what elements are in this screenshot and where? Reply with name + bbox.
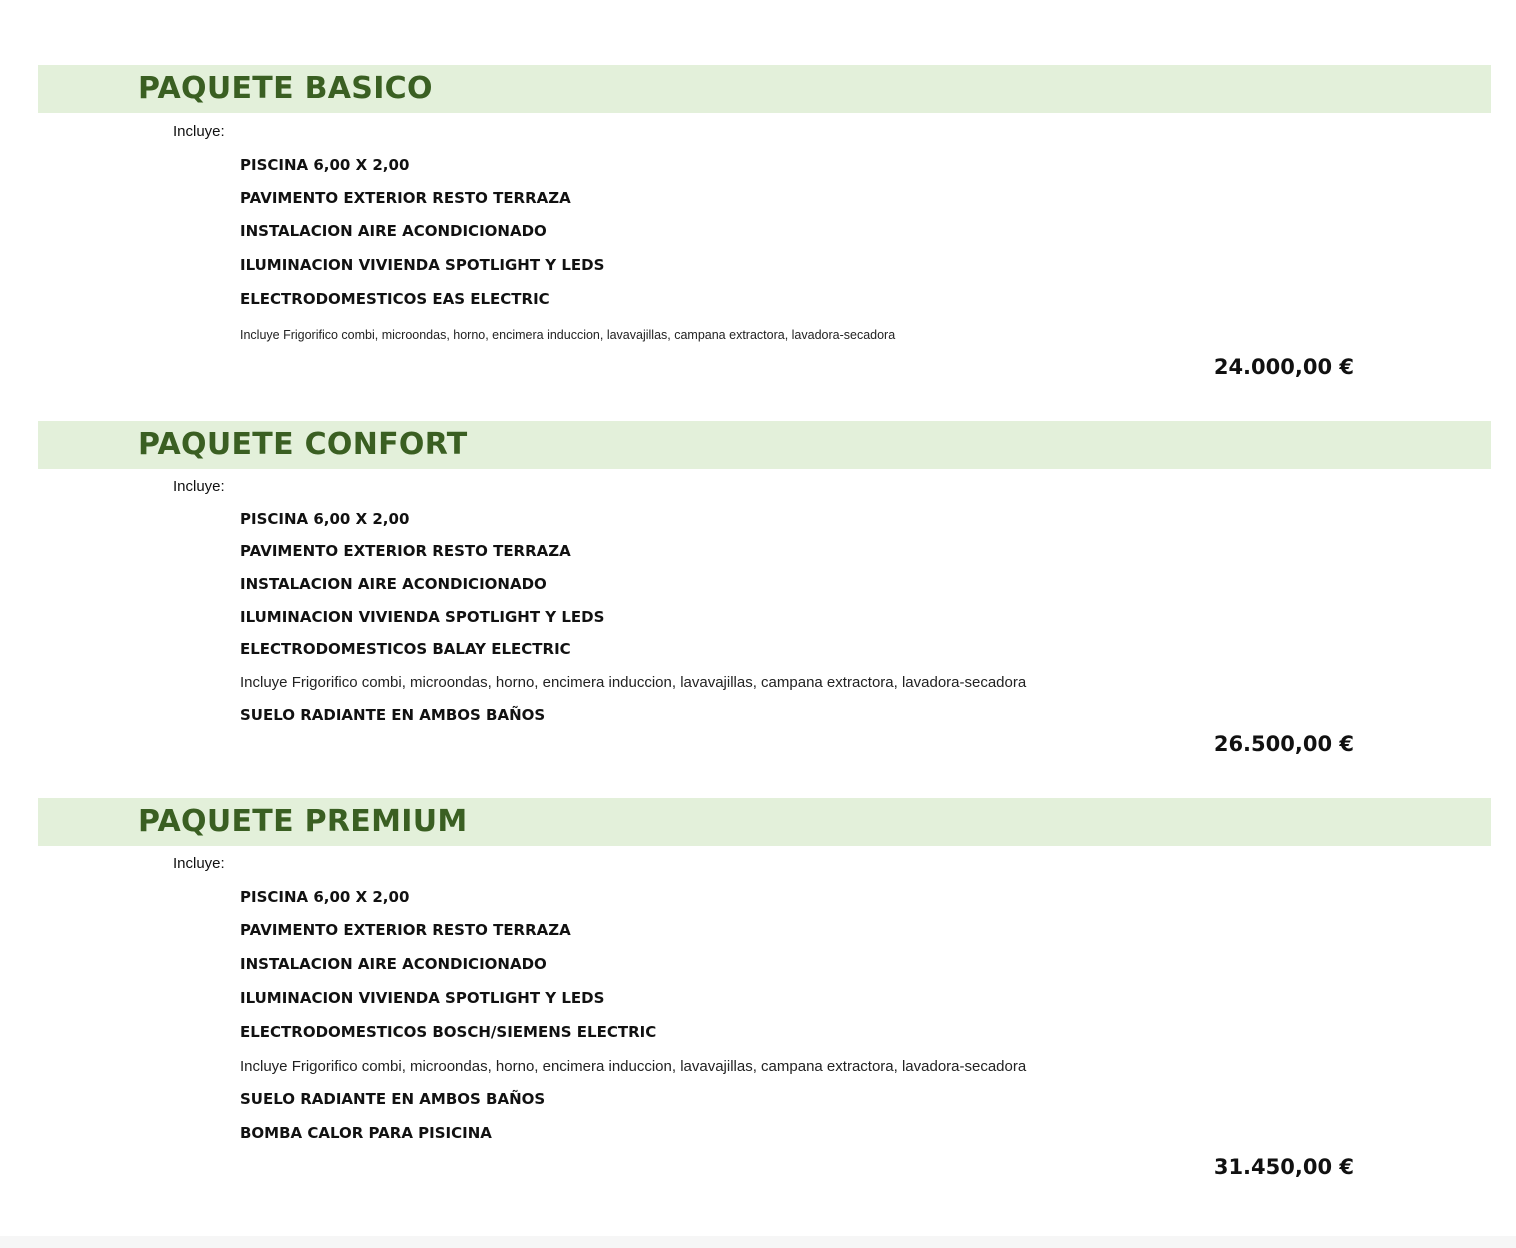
package-item: ILUMINACION VIVIENDA SPOTLIGHT Y LEDS — [240, 256, 605, 274]
package-item: INSTALACION AIRE ACONDICIONADO — [240, 222, 547, 240]
package-item: INSTALACION AIRE ACONDICIONADO — [240, 955, 547, 973]
package-item: PAVIMENTO EXTERIOR RESTO TERRAZA — [240, 189, 571, 207]
package-price: 24.000,00 € — [1213, 355, 1354, 379]
package-item: PAVIMENTO EXTERIOR RESTO TERRAZA — [240, 921, 571, 939]
package-item: ILUMINACION VIVIENDA SPOTLIGHT Y LEDS — [240, 989, 605, 1007]
appliance-note: Incluye Frigorifico combi, microondas, horno, encimera induccion, lavavajillas, campana extractora, lavadora-secadora — [240, 328, 896, 342]
package-item: PISCINA 6,00 X 2,00 — [240, 156, 410, 174]
page-bottom-edge — [0, 1236, 1516, 1248]
package-item: BOMBA CALOR PARA PISICINA — [240, 1124, 492, 1142]
package-item: PISCINA 6,00 X 2,00 — [240, 888, 410, 906]
package-title: PAQUETE BASICO — [138, 71, 433, 106]
package-item: ELECTRODOMESTICOS EAS ELECTRIC — [240, 290, 550, 308]
package-item: ELECTRODOMESTICOS BOSCH/SIEMENS ELECTRIC — [240, 1023, 657, 1041]
package-item: INSTALACION AIRE ACONDICIONADO — [240, 575, 547, 593]
appliance-note: Incluye Frigorifico combi, microondas, horno, encimera induccion, lavavajillas, campana extractora, lavadora-secadora — [240, 1058, 1027, 1075]
package-item: SUELO RADIANTE EN AMBOS BAÑOS — [240, 706, 546, 724]
package-title: PAQUETE CONFORT — [138, 427, 468, 462]
package-price: 31.450,00 € — [1213, 1155, 1354, 1179]
package-title: PAQUETE PREMIUM — [138, 804, 468, 839]
appliance-note: Incluye Frigorifico combi, microondas, horno, encimera induccion, lavavajillas, campana extractora, lavadora-secadora — [240, 674, 1027, 691]
package-item: SUELO RADIANTE EN AMBOS BAÑOS — [240, 1090, 546, 1108]
incluye-label: Incluye: — [173, 478, 225, 495]
package-item: PISCINA 6,00 X 2,00 — [240, 510, 410, 528]
incluye-label: Incluye: — [173, 855, 225, 872]
package-item: PAVIMENTO EXTERIOR RESTO TERRAZA — [240, 542, 571, 560]
package-item: ELECTRODOMESTICOS BALAY ELECTRIC — [240, 640, 571, 658]
package-price: 26.500,00 € — [1213, 732, 1354, 756]
package-item: ILUMINACION VIVIENDA SPOTLIGHT Y LEDS — [240, 608, 605, 626]
incluye-label: Incluye: — [173, 123, 225, 140]
